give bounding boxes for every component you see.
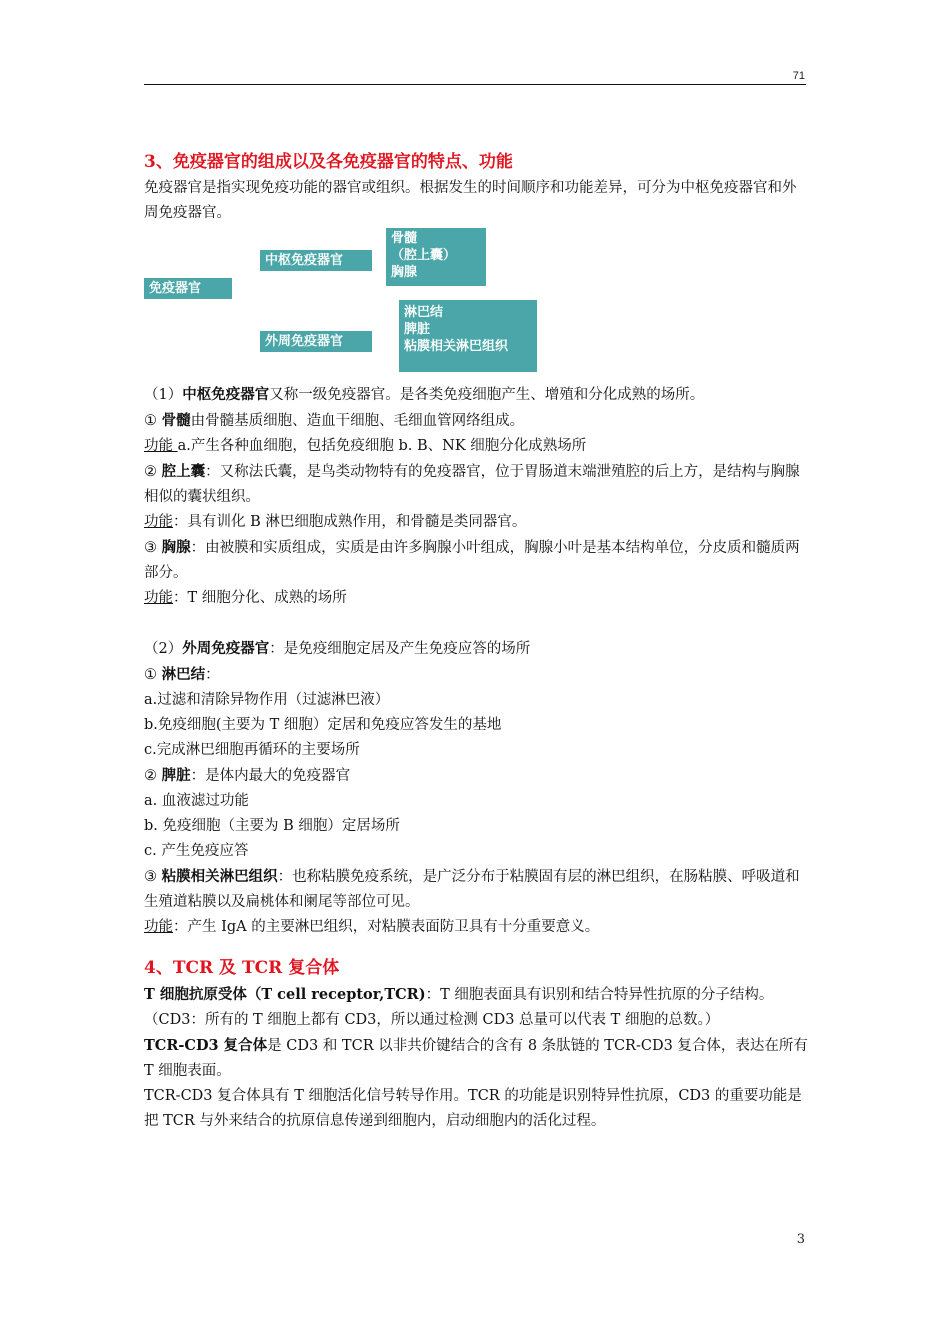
diagram-peripheral-item: 粘膜相关淋巴组织 [404, 339, 509, 354]
header-rule [144, 84, 806, 85]
section-3-title: 3、免疫器官的组成以及各免疫器官的特点、功能 [144, 152, 513, 172]
immune-organ-diagram [144, 228, 810, 378]
bone-marrow-function: 功能 a.产生各种血细胞，包括免疫细胞 b. B、NK 细胞分化成熟场所 [144, 438, 587, 454]
list-item: b.免疫细胞(主要为 T 细胞）定居和免疫应答发生的基地 [144, 717, 502, 733]
diagram-central-item: 骨髓 [391, 231, 418, 246]
header-page-number: 71 [792, 70, 805, 82]
diagram-central-item: （腔上囊） [391, 248, 457, 263]
list-item: a. 血液滤过功能 [144, 793, 249, 809]
bone-marrow-para: ① 骨髓由骨髓基质细胞、造血干细胞、毛细血管网络组成。 [144, 412, 525, 429]
list-item: b. 免疫细胞（主要为 B 细胞）定居场所 [144, 818, 400, 834]
tcr-complex-para: TCR-CD3 复合体是 CD3 和 TCR 以非共价键结合的含有 8 条肽链的 TCR-CD3 复合体，表达在所有 T 细胞表面。 [144, 1037, 808, 1079]
page-content [144, 148, 810, 1134]
thymus-function: 功能：T 细胞分化、成熟的场所 [144, 590, 347, 606]
central-organs-para: （1）中枢免疫器官又称一级免疫器官。是各类免疫细胞产生、增殖和分化成熟的场所。 [144, 386, 705, 403]
tcr-para: T 细胞抗原受体（T cell receptor,TCR)：T 细胞表面具有识别和结合特异性抗原的分子结构。（CD3：所有的 T 细胞上都有 CD3，所以通过检测 CD3 总量可以代表 T 细胞的总数。） [144, 986, 774, 1028]
list-item: c.完成淋巴细胞再循环的主要场所 [144, 742, 360, 758]
bursa-para: ② 腔上囊：又称法氏囊，是鸟类动物特有的免疫器官，位于胃肠道末端泄殖腔的后上方，是结构与胸腺相似的囊状组织。 [144, 463, 800, 505]
diagram-root-box [144, 278, 232, 299]
bursa-function: 功能：具有训化 B 淋巴细胞成熟作用，和骨髓是类同器官。 [144, 514, 527, 530]
section-3-intro: 免疫器官是指实现免疫功能的器官或组织。根据发生的时间顺序和功能差异，可分为中枢免疫器官和外周免疫器官。 [144, 180, 797, 221]
list-item: c. 产生免疫应答 [144, 843, 249, 859]
diagram-peripheral-item: 脾脏 [404, 322, 431, 337]
malt-para: ③ 粘膜相关淋巴组织：也称粘膜免疫系统，是广泛分布于粘膜固有层的淋巴组织，在肠粘膜、呼吸道和生殖道粘膜以及扁桃体和阑尾等部位可见。 [144, 868, 800, 910]
diagram-peripheral-box [260, 331, 372, 352]
diagram-central-label: 中枢免疫器官 [265, 253, 344, 268]
lymph-node-para: ① 淋巴结： [144, 666, 220, 683]
diagram-peripheral-items-box [399, 300, 537, 372]
diagram-central-box [260, 250, 372, 271]
malt-function: 功能：产生 IgA 的主要淋巴组织，对粘膜表面防卫具有十分重要意义。 [144, 919, 600, 935]
diagram-central-items-box [386, 228, 486, 286]
peripheral-organs-para: （2）外周免疫器官：是免疫细胞定居及产生免疫应答的场所 [144, 640, 531, 657]
tcr-function-para: TCR-CD3 复合体具有 T 细胞活化信号转导作用。TCR 的功能是识别特异性抗原，CD3 的重要功能是把 TCR 与外来结合的抗原信息传递到细胞内，启动细胞内的活化过程。 [144, 1088, 802, 1129]
spleen-para: ② 脾脏：是体内最大的免疫器官 [144, 767, 351, 784]
central-organs-term: 中枢免疫器官 [182, 386, 270, 403]
diagram-root-label: 免疫器官 [149, 281, 202, 296]
list-item: a.过滤和清除异物作用（过滤淋巴液） [144, 692, 390, 708]
spacer [144, 940, 810, 954]
thymus-para: ③ 胸腺：由被膜和实质组成，实质是由许多胸腺小叶组成，胸腺小叶是基本结构单位，分皮质和髓质两部分。 [144, 539, 800, 581]
spacer [144, 611, 810, 636]
section-4-title: 4、TCR 及 TCR 复合体 [144, 958, 340, 978]
diagram-peripheral-item: 淋巴结 [404, 305, 444, 320]
diagram-peripheral-label: 外周免疫器官 [265, 334, 344, 349]
diagram-central-item: 胸腺 [391, 265, 418, 280]
peripheral-organs-term: 外周免疫器官 [182, 640, 270, 657]
footer-page-number: 3 [796, 1232, 805, 1247]
